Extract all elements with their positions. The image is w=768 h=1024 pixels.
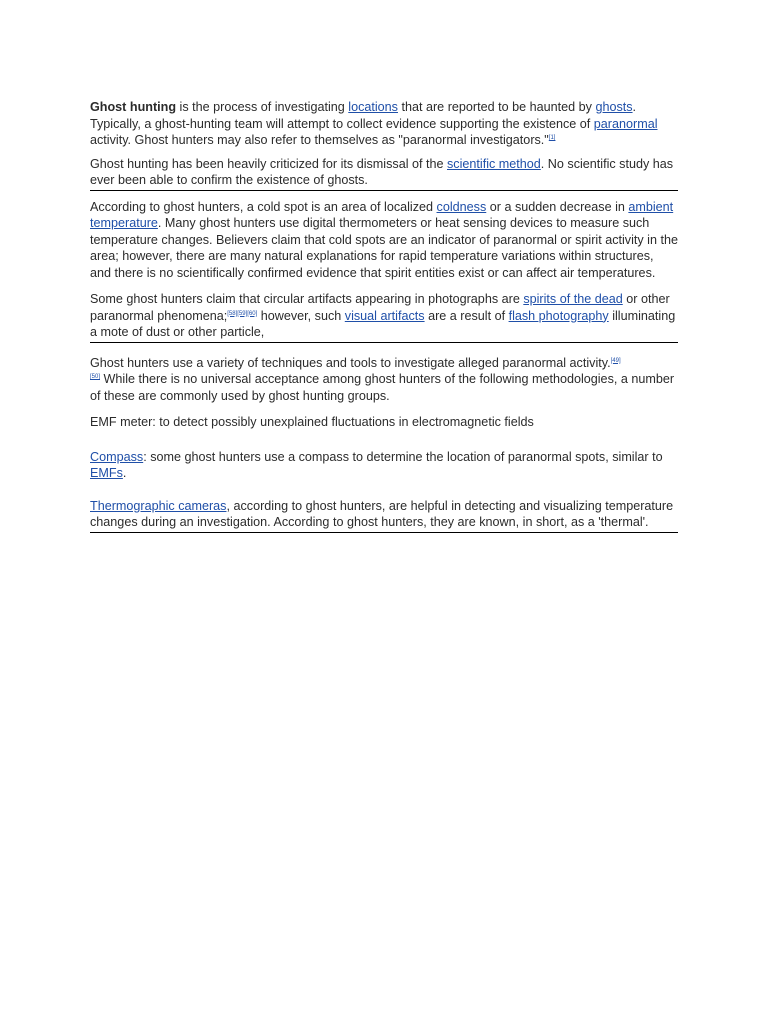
text-run: Ghost hunting has been heavily criticized for its dismissal of the xyxy=(90,156,447,171)
text-run: , according to ghost hunters, are helpful in detecting and visualizing temperature changes during an investigation. According to ghost hunters, they are known, in short, as a 'thermal'. xyxy=(90,498,674,529)
section-divider xyxy=(90,532,678,533)
link-paranormal[interactable]: paranormal xyxy=(593,116,658,131)
text-run: Some ghost hunters claim that circular artifacts appearing in photographs are xyxy=(90,292,524,306)
emf-meter-item: EMF meter: to detect possibly unexplained fluctuations in electromagnetic fields xyxy=(90,415,534,429)
tools-intro-paragraph xyxy=(90,355,678,405)
thermographic-cameras-item xyxy=(90,498,678,531)
text-run: . Many ghost hunters use digital thermometers or heat sensing devices to measure such temperature changes. Believers claim that cold spots are an indicator of paranormal or spirit activity in the area; however, there are many natural explanations for rapid temperature variations within structures, and there is no scientifically confirmed evidence that spirit entities exist or can affect air temperatures. xyxy=(90,216,678,280)
text-run: is the process of investigating xyxy=(176,100,349,114)
citation-ref[interactable]: [50] xyxy=(90,374,101,380)
link-coldness[interactable]: coldness xyxy=(436,199,487,214)
intro-section xyxy=(90,99,678,189)
citation-refs[interactable]: [58][59][60] xyxy=(227,310,258,317)
link-locations[interactable]: locations xyxy=(348,100,398,114)
text-run: or a sudden decrease in xyxy=(486,199,629,214)
cold-spot-paragraph xyxy=(90,199,678,282)
link-ghosts[interactable]: ghosts xyxy=(595,100,633,114)
text-run: . No scientific study has ever been able to confirm the existence of ghosts. xyxy=(90,156,674,187)
link-visual-artifacts[interactable]: visual artifacts xyxy=(344,308,425,323)
link-spirits-of-the-dead[interactable]: spirits of the dead xyxy=(523,292,623,306)
criticism-paragraph xyxy=(90,156,678,189)
link-flash-photography[interactable]: flash photography xyxy=(508,308,609,323)
citation-ref[interactable]: [1] xyxy=(548,135,556,141)
cold-spots-section xyxy=(90,199,678,341)
text-run: While there is no universal acceptance among ghost hunters of the following methodologies, a number of these are commonly used by ghost hunting groups. xyxy=(90,372,675,403)
citation-ref[interactable]: [49] xyxy=(610,357,621,364)
text-run: or other paranormal phenomena; xyxy=(90,292,670,323)
compass-item xyxy=(90,449,678,482)
text-run: According to ghost hunters, a cold spot is an area of localized xyxy=(90,199,437,214)
text-run: illuminating a mote of dust or other particle, xyxy=(90,308,676,339)
text-run: activity. Ghost hunters may also refer to themselves as "paranormal investigators." xyxy=(90,133,549,147)
orbs-paragraph xyxy=(90,291,678,341)
text-run: however, such xyxy=(257,308,345,323)
document-body xyxy=(90,99,678,533)
text-run: are a result of xyxy=(424,308,509,323)
link-ambient-temperature[interactable]: ambient temperature xyxy=(90,199,674,230)
text-run: . Typically, a ghost-hunting team will attempt to collect evidence supporting the existence of xyxy=(90,100,637,131)
term-ghost-hunting: Ghost hunting xyxy=(90,100,177,114)
link-thermographic-cameras[interactable]: Thermographic cameras xyxy=(90,498,227,513)
text-run: : some ghost hunters use a compass to determine the location of paranormal spots, similar to xyxy=(143,449,663,464)
text-run: Ghost hunters use a variety of techniques and tools to investigate alleged paranormal activity. xyxy=(90,355,611,370)
tools-section xyxy=(90,355,678,531)
link-compass[interactable]: Compass xyxy=(90,449,144,464)
link-scientific-method[interactable]: scientific method xyxy=(447,156,541,171)
text-run: that are reported to be haunted by xyxy=(397,100,596,114)
text-run: . xyxy=(122,466,127,480)
intro-paragraph xyxy=(90,99,678,149)
link-emfs[interactable]: EMFs xyxy=(90,466,123,480)
